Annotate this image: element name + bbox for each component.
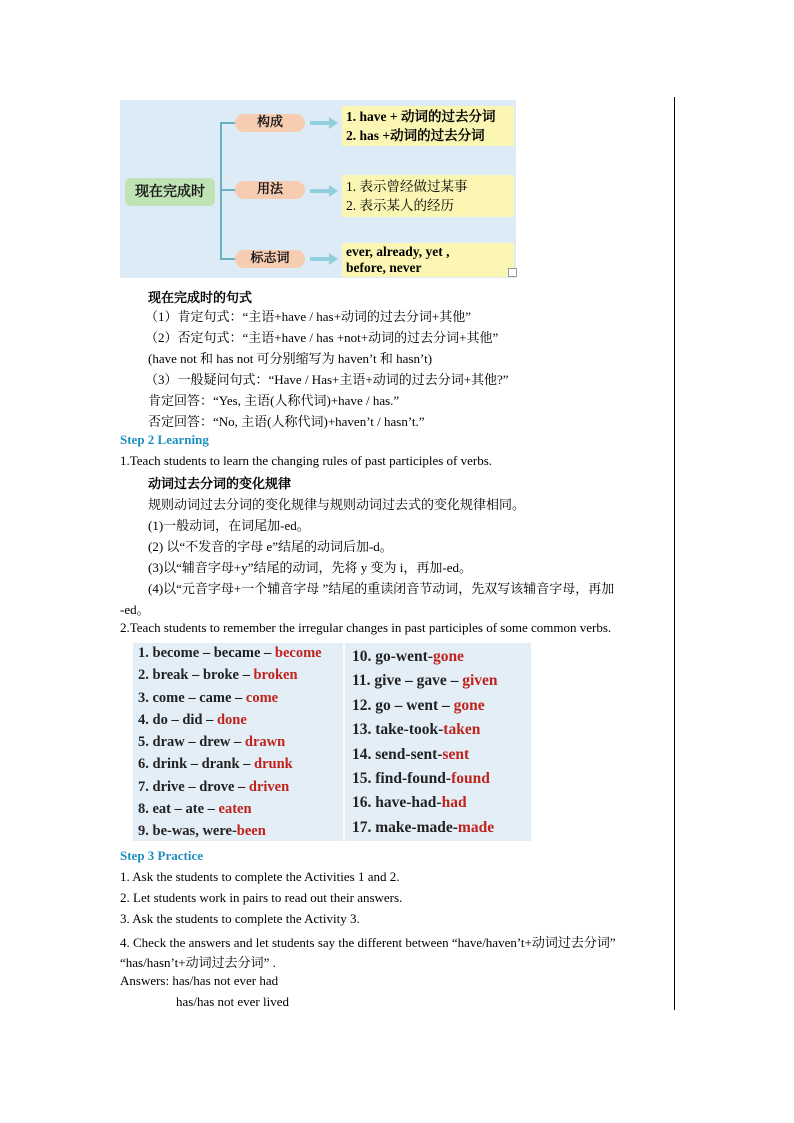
step2-item-2: 2.Teach students to remember the irregular changes in past participles of some common verbs. (120, 620, 612, 635)
step3-item: 3. Ask the students to complete the Activity 3. (120, 911, 360, 926)
verb-row: 3. come – came – come (138, 689, 279, 706)
rule-line: (2) 以“不发音的字母 e”结尾的动词后加-d。 (148, 539, 393, 554)
answers-line: Answers: has/has not ever had (120, 973, 279, 988)
answers-line: has/has not ever lived (176, 994, 289, 1009)
branch-label-form: 构成 (235, 114, 305, 132)
verb-row: 11. give – gave – given (352, 672, 498, 690)
verb-row: 16. have-had-had (352, 794, 467, 812)
arrow-right-icon (310, 118, 338, 128)
branch-content-form: 1. have + 动词的过去分词 2. has +动词的过去分词 (342, 106, 514, 146)
verb-row: 15. find-found-found (352, 769, 490, 787)
step3-item: 2. Let students work in pairs to read out their answers. (120, 890, 403, 905)
verb-row: 17. make-made-made (352, 818, 495, 836)
diagram-connector (220, 189, 236, 191)
present-perfect-diagram (120, 100, 516, 278)
sentence-pattern-line: （1）肯定句式：“主语+have / has+动词的过去分词+其他” (145, 309, 472, 324)
irregular-verbs-table-right (345, 643, 531, 841)
verb-row: 8. eat – ate – eaten (138, 801, 252, 818)
step3-item: 4. Check the answers and let students say the different between “have/haven’t+动词过去分词” (120, 935, 616, 950)
diagram-connector (220, 258, 236, 260)
rule-line: (1)一般动词，在词尾加-ed。 (148, 518, 310, 533)
step3-item: “has/hasn’t+动词过去分词” . (120, 955, 276, 970)
branch-content-usage: 1. 表示曾经做过某事 2. 表示某人的经历 (342, 175, 514, 217)
verb-row: 1. become – became – become (138, 645, 322, 661)
verb-row: 5. draw – drew – drawn (138, 734, 286, 751)
verb-row: 9. be-was, were-been (138, 823, 266, 840)
verb-row: 14. send-sent-sent (352, 745, 470, 763)
rules-title: 动词过去分词的变化规律 (148, 477, 292, 492)
verb-row: 6. drink – drank – drunk (138, 756, 293, 773)
rule-line: -ed。 (120, 602, 150, 617)
step2-item-1: 1.Teach students to learn the changing rules of past participles of verbs. (120, 453, 493, 468)
arrow-right-icon (310, 186, 338, 196)
irregular-verbs-table-left (133, 643, 343, 841)
sentence-patterns-title: 现在完成时的句式 (148, 291, 253, 306)
rule-line: 规则动词过去分词的变化规律与规则动词过去式的变化规律相同。 (148, 497, 526, 512)
branch-label-usage: 用法 (235, 181, 305, 199)
verb-row: 13. take-took-taken (352, 721, 481, 739)
rule-line: (3)以“辅音字母+y”结尾的动词，先将 y 变为 i，再加-ed。 (148, 560, 472, 575)
verb-row: 10. go-went-gone (352, 648, 464, 665)
step3-item: 1. Ask the students to complete the Activities 1 and 2. (120, 869, 400, 884)
resize-handle-icon (508, 268, 517, 277)
verb-row: 2. break – broke – broken (138, 667, 298, 684)
branch-content-signal-words: ever, already, yet , before, never (342, 243, 514, 277)
rule-line: (4)以“元音字母+一个辅音字母 ”结尾的重读闭音节动词，先双写该辅音字母，再加 (148, 581, 615, 596)
diagram-connector (220, 122, 236, 124)
sentence-pattern-line: （2）否定句式：“主语+have / has +not+动词的过去分词+其他” (145, 330, 499, 345)
arrow-right-icon (310, 254, 338, 264)
branch-label-signal-words: 标志词 (235, 250, 305, 268)
verb-row: 4. do – did – done (138, 711, 247, 728)
diagram-connector (220, 122, 222, 260)
sentence-pattern-line: 否定回答：“No, 主语(人称代词)+haven’t / hasn’t.” (148, 414, 425, 429)
step2-heading: Step 2 Learning (120, 432, 209, 447)
verb-row: 12. go – went – gone (352, 696, 485, 714)
step3-heading: Step 3 Practice (120, 848, 204, 863)
page-border-line (674, 97, 675, 1010)
verb-row: 7. drive – drove – driven (138, 778, 290, 795)
sentence-pattern-line: (have not 和 has not 可分别缩写为 haven’t 和 hasn’t) (148, 351, 433, 366)
sentence-pattern-line: 肯定回答：“Yes, 主语(人称代词)+have / has.” (148, 393, 400, 408)
sentence-pattern-line: （3）一般疑问句式：“Have / Has+主语+动词的过去分词+其他?” (145, 372, 509, 387)
diagram-center-node: 现在完成时 (125, 178, 215, 206)
